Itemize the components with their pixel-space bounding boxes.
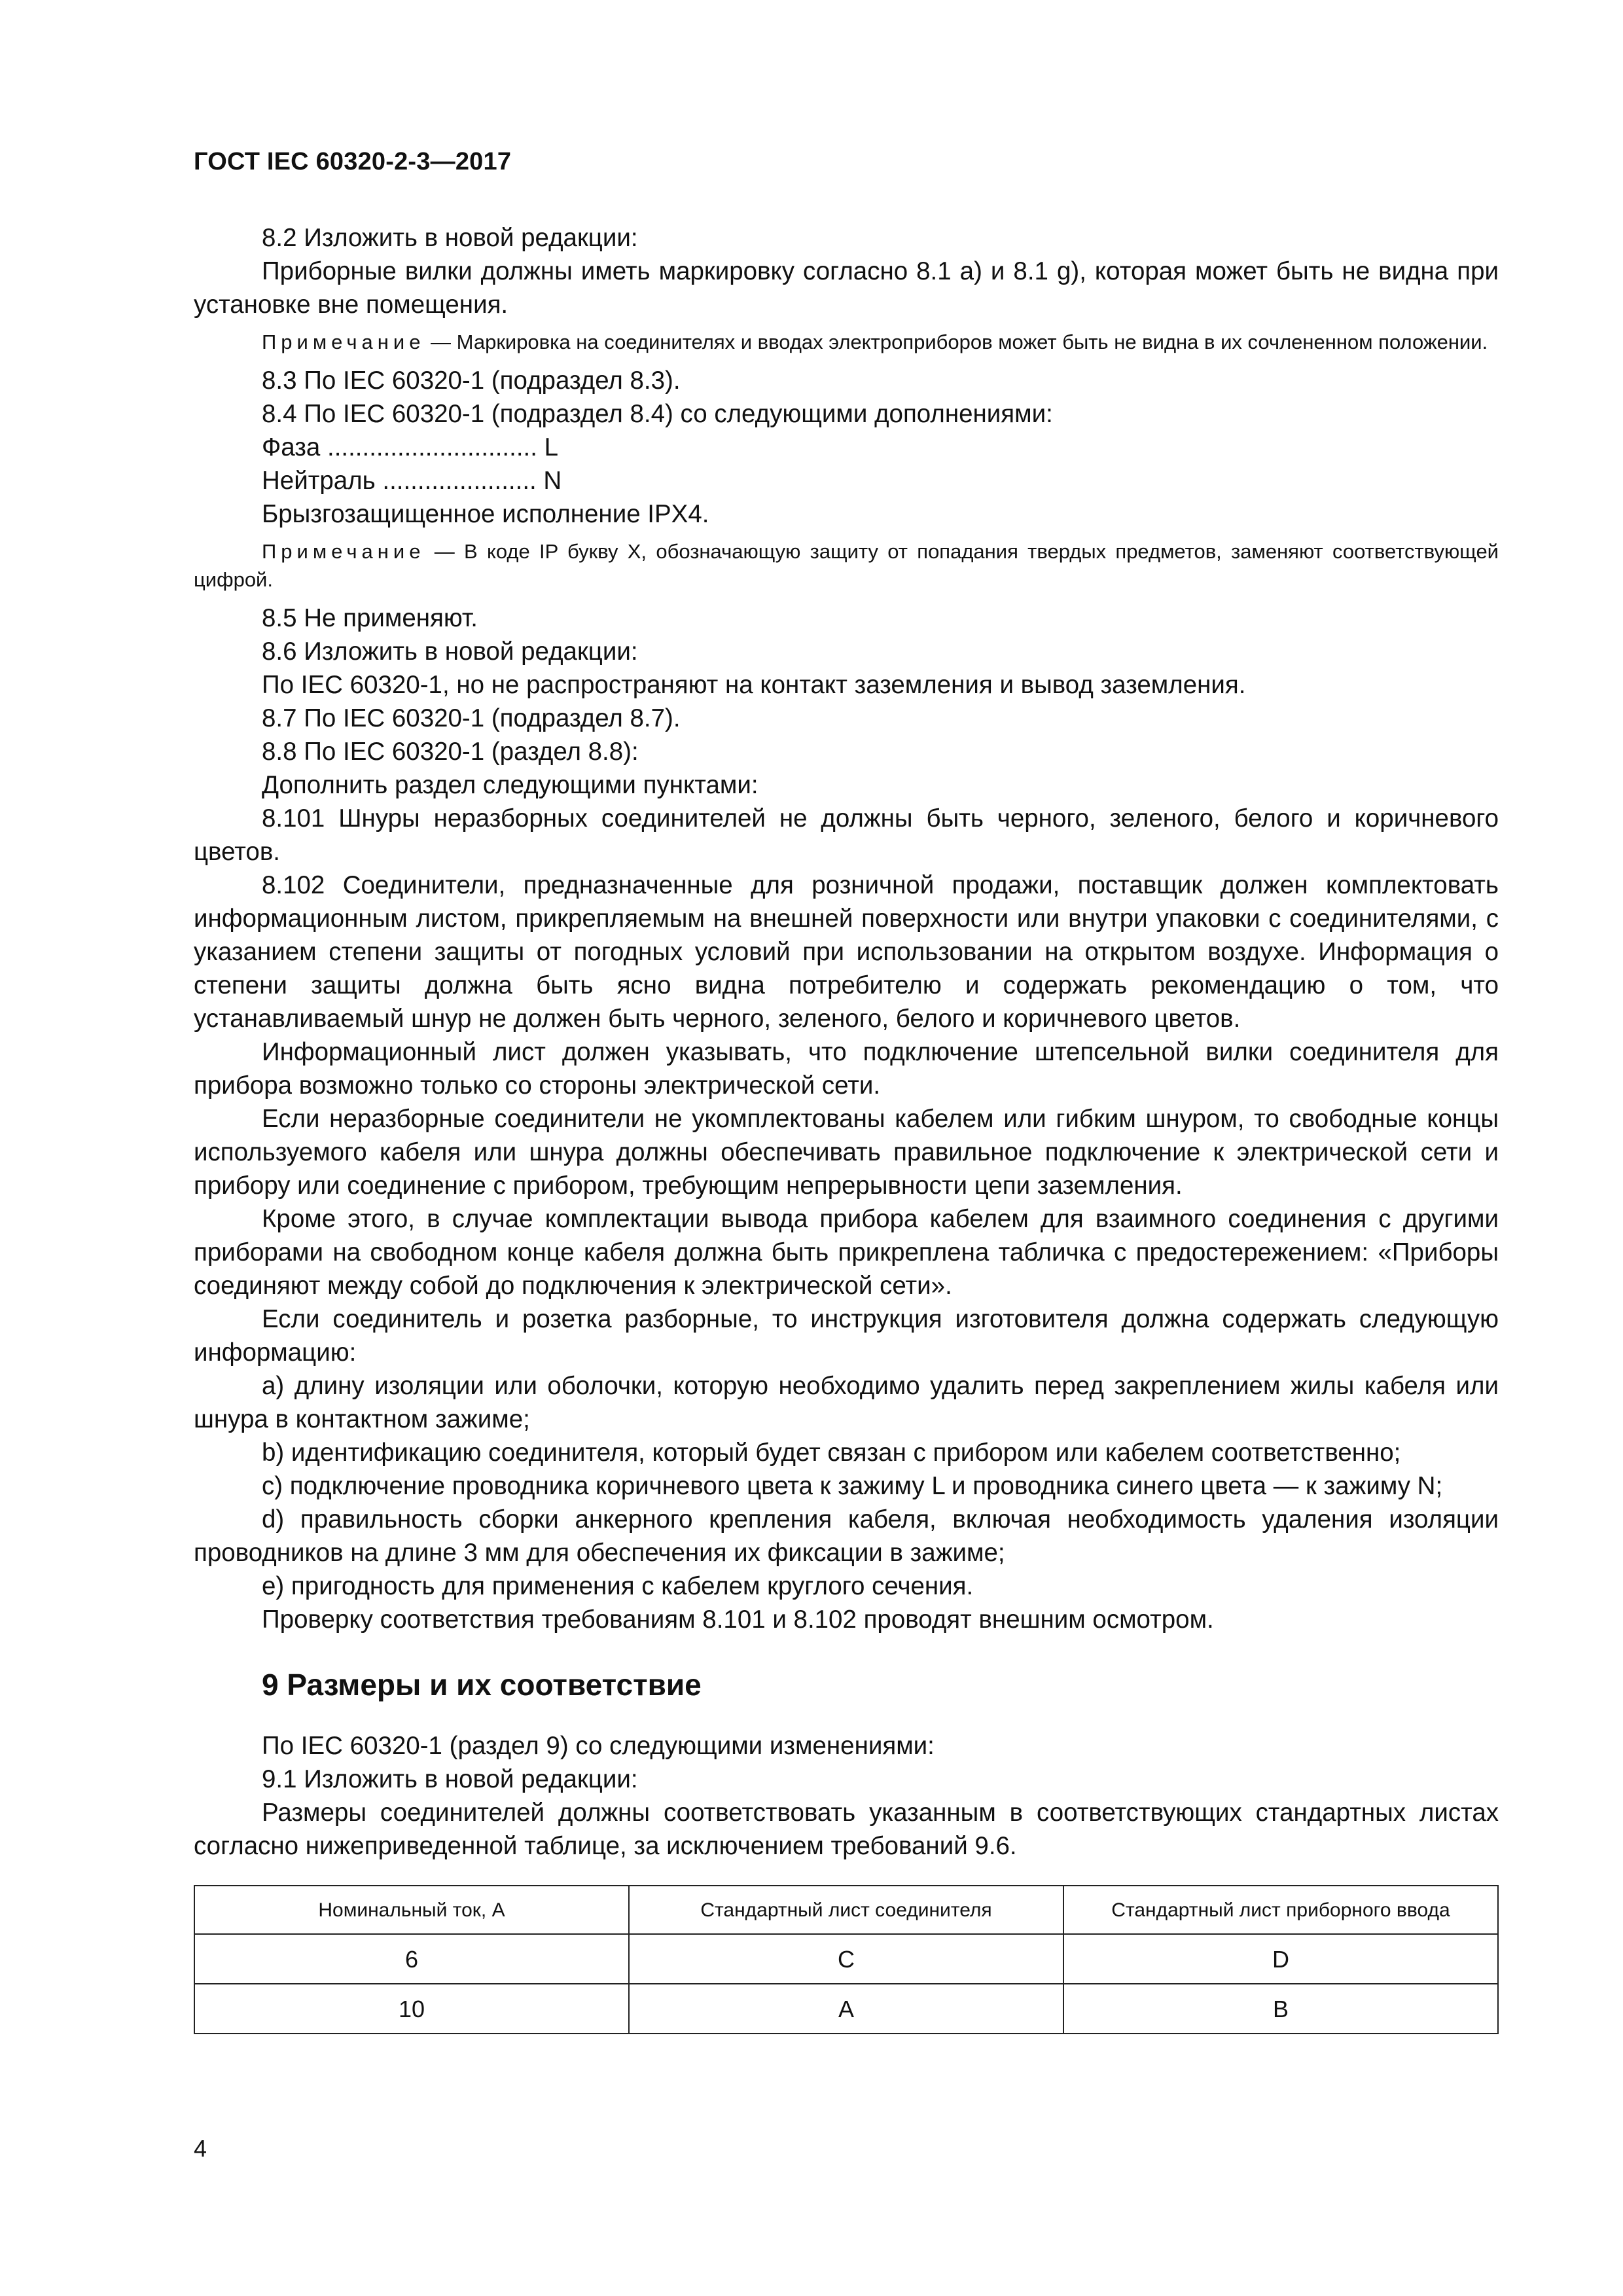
table-cell: D <box>1063 1934 1498 1984</box>
table-header-row <box>194 1886 1498 1934</box>
phase-line: Фаза .............................. L <box>262 433 559 461</box>
section-heading: 9 Размеры и их соответствие <box>262 1668 702 1702</box>
paragraph: 8.6 Изложить в новой редакции: <box>262 637 638 666</box>
column-header-rated-current: Номинальный ток, А <box>194 1886 629 1934</box>
list-item: d) правильность сборки анкерного крепления кабеля, включая необходимость удаления изоляции проводников на длине 3 мм для обеспечения их фиксации в зажиме; <box>194 1505 1499 1567</box>
paragraph: Приборные вилки должны иметь маркировку согласно 8.1 а) и 8.1 g), которая может быть не видна при установке вне помещения. <box>194 257 1499 319</box>
standard-header: ГОСТ IEC 60320-2-3—2017 <box>194 148 512 175</box>
list-item: b) идентификацию соединителя, который будет связан с прибором или кабелем соответственно; <box>262 1439 1401 1467</box>
paragraph: 8.101 Шнуры неразборных соединителей не должны быть черного, зеленого, белого и коричневого цветов. <box>194 804 1499 866</box>
table-cell: 6 <box>194 1934 629 1984</box>
paragraph: Брызгозащищенное исполнение IPX4. <box>262 500 709 528</box>
table-cell: C <box>629 1934 1063 1984</box>
column-header-connector-sheet: Стандартный лист соединителя <box>629 1886 1063 1934</box>
paragraph: Размеры соединителей должны соответствовать указанным в соответствующих стандартных листах согласно нижеприведенной таблице, за исключением требований 9.6. <box>194 1799 1499 1860</box>
paragraph: 8.5 Не применяют. <box>262 604 478 632</box>
paragraph: Если неразборные соединители не укомплектованы кабелем или гибким шнуром, то свободные концы используемого кабеля или шнура должны обеспечивать правильное подключение к электрической сети и прибору или соединение с прибором, требующим непрерывности цепи заземления. <box>194 1105 1499 1200</box>
page-number: 4 <box>194 2135 207 2162</box>
paragraph: Кроме этого, в случае комплектации вывода прибора кабелем для взаимного соединения с другими приборами на свободном конце кабеля должна быть прикреплена табличка с предостережением: «Приборы соединяют между собой до подключения к электрической сети». <box>194 1205 1499 1300</box>
paragraph: Если соединитель и розетка разборные, то инструкция изготовителя должна содержать следующую информацию: <box>194 1305 1499 1367</box>
document-body <box>194 221 1499 2034</box>
standard-sheets-table <box>194 1885 1499 2034</box>
list-item: e) пригодность для применения с кабелем круглого сечения. <box>262 1572 974 1600</box>
paragraph: Дополнить раздел следующими пунктами: <box>262 771 758 799</box>
note <box>194 328 1499 356</box>
paragraph: 8.2 Изложить в новой редакции: <box>262 224 638 252</box>
neutral-line: Нейтраль ...................... N <box>262 467 562 495</box>
note-label: Примечание <box>262 540 425 563</box>
table-row <box>194 1934 1498 1984</box>
paragraph: 8.3 По IEC 60320-1 (подраздел 8.3). <box>262 367 681 395</box>
paragraph: 9.1 Изложить в новой редакции: <box>262 1765 638 1793</box>
table-cell: A <box>629 1984 1063 2034</box>
note-text: — Маркировка на соединителях и вводах электроприборов может быть не видна в их сочлененном положении. <box>425 331 1488 353</box>
paragraph: 8.102 Соединители, предназначенные для розничной продажи, поставщик должен комплектовать информационным листом, прикрепляемым на внешней поверхности или внутри упаковки с соединителями, с указанием степени защиты от погодных условий при использовании на открытом воздухе. Информация о степени защиты должна быть ясно видна потребителю и содержать рекомендацию о том, что устанавливаемый шнур не должен быть черного, зеленого, белого и коричневого цветов. <box>194 871 1499 1033</box>
note <box>194 537 1499 594</box>
table-row <box>194 1984 1498 2034</box>
paragraph: Информационный лист должен указывать, что подключение штепсельной вилки соединителя для прибора возможно только со стороны электрической сети. <box>194 1038 1499 1100</box>
table-cell: 10 <box>194 1984 629 2034</box>
list-item: a) длину изоляции или оболочки, которую необходимо удалить перед закреплением жилы кабеля или шнура в контактном зажиме; <box>194 1372 1499 1433</box>
paragraph: 8.4 По IEC 60320-1 (подраздел 8.4) со следующими дополнениями: <box>262 400 1053 428</box>
paragraph: По IEC 60320-1, но не распространяют на контакт заземления и вывод заземления. <box>262 671 1246 699</box>
note-label: Примечание <box>262 331 425 353</box>
paragraph: 8.7 По IEC 60320-1 (подраздел 8.7). <box>262 704 681 732</box>
list-item: c) подключение проводника коричневого цвета к зажиму L и проводника синего цвета — к зажиму N; <box>262 1472 1443 1500</box>
table-cell: B <box>1063 1984 1498 2034</box>
paragraph: 8.8 По IEC 60320-1 (раздел 8.8): <box>262 738 639 766</box>
note-text: — В коде IP букву X, обозначающую защиту от попадания твердых предметов, заменяют соответствующей цифрой. <box>194 540 1499 591</box>
paragraph: По IEC 60320-1 (раздел 9) со следующими изменениями: <box>262 1732 935 1760</box>
column-header-inlet-sheet: Стандартный лист приборного ввода <box>1063 1886 1498 1934</box>
paragraph: Проверку соответствия требованиям 8.101 и 8.102 проводят внешним осмотром. <box>262 1605 1214 1634</box>
